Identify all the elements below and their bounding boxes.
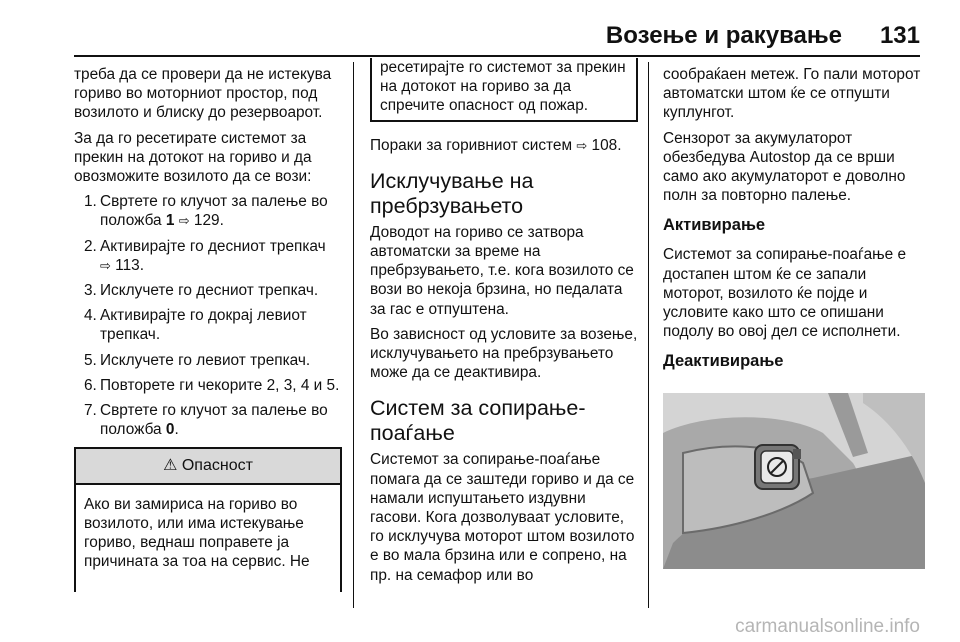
page-ref-icon: ⇨	[178, 213, 190, 229]
reset-steps-list	[74, 192, 342, 439]
page-ref[interactable]: 108.	[587, 136, 622, 154]
running-title: Возење и ракување	[605, 22, 842, 49]
paragraph: Во зависност од условите за возење, исклучувањето на пребрзувањето може да се деактивира.	[370, 325, 638, 382]
page-number: 131	[879, 22, 920, 49]
stop-start-switch-illustration	[663, 393, 925, 569]
paragraph: Системот за сопирање-поаѓање помага да се заштеди гориво и да се намали испуштањето издувни гасови. Кога дозволуваат условите, го исклучува моторот штом возилото е во мала брзина или е сопрено, на пр. на семафор или во	[370, 451, 635, 584]
page-ref[interactable]: 129.	[189, 212, 224, 230]
list-item: 5. Исклучете го левиот трепкач.	[84, 351, 311, 369]
section-heading: Систем за сопирање-поаѓање	[370, 396, 586, 446]
warning-text: Ако ви замириса на гориво во возилото, или има истекување гориво, веднаш поправете ја причината за тоа на сервис. Не	[84, 495, 310, 571]
warning-text: ресетирајте го системот за прекин на дотокот на гориво за да спречите опасност од пожар.	[380, 59, 626, 115]
paragraph: За да го ресетирате системот за прекин на дотокот на гориво и да овозможите возилото да се вози:	[74, 129, 312, 186]
page-ref[interactable]: 113.	[110, 256, 144, 274]
paragraph: Пораки за горивниот систем ⇨ 108.	[370, 136, 622, 154]
warning-box-continued	[370, 58, 638, 122]
paragraph: Доводот на гориво се затвора автоматски за време на пребрзувањето, т.е. кога возилото се вози во некоја брзина, но педалата за гас е отпуштена.	[370, 223, 634, 318]
column-2	[370, 59, 638, 591]
paragraph: треба да се провери да не истекува гориво во моторниот простор, под возилото и блиску до резервоарот.	[74, 66, 332, 122]
paragraph: сообраќаен метеж. Го пали моторот автоматски штом ќе се отпушти куплунгот.	[663, 66, 921, 122]
warning-label: Опасност	[181, 457, 253, 475]
column-1	[74, 65, 342, 600]
warning-box	[74, 447, 342, 592]
subsection-heading: Деактивирање	[663, 352, 784, 371]
warning-header	[76, 449, 340, 484]
list-item: 3. Исклучете го десниот трепкач.	[84, 282, 319, 300]
stop-start-switch-figure	[663, 393, 925, 569]
paragraph: Сензорот за акумулаторот обезбедува Autostop да се врши само ако акумулаторот е доволно полн за повторно палење.	[663, 129, 906, 205]
page-ref-icon: ⇨	[100, 257, 111, 273]
list-item: 7. Свртете го клучот за палење во положба 0.	[84, 402, 328, 439]
list-item: 6. Повторете ги чекорите 2, 3, 4 и 5.	[84, 376, 340, 394]
watermark: carmanualsonline.info	[735, 616, 920, 637]
column-3	[663, 65, 925, 569]
list-item: 2. Активирајте го десниот трепкач ⇨ 113.	[84, 237, 326, 274]
list-item: 1. Свртете го клучот за палење во положба 1 ⇨ 129.	[84, 193, 328, 230]
column-divider	[648, 62, 649, 608]
header-rule	[74, 55, 920, 57]
paragraph: Системот за сопирање-поаѓање е достапен штом ќе се запали моторот, возилото ќе појде и условите како што се опишани подолу во овој дел се исполнети.	[663, 246, 907, 341]
section-heading: Исклучување на пребрзувањето	[370, 168, 534, 218]
page-ref-icon: ⇨	[576, 137, 588, 153]
warning-triangle-icon: ⚠	[163, 457, 178, 475]
column-divider	[353, 62, 354, 608]
list-item: 4. Активирајте го докрај левиот трепкач.	[84, 307, 307, 344]
subsection-heading: Активирање	[663, 216, 766, 235]
page-header	[0, 0, 960, 62]
